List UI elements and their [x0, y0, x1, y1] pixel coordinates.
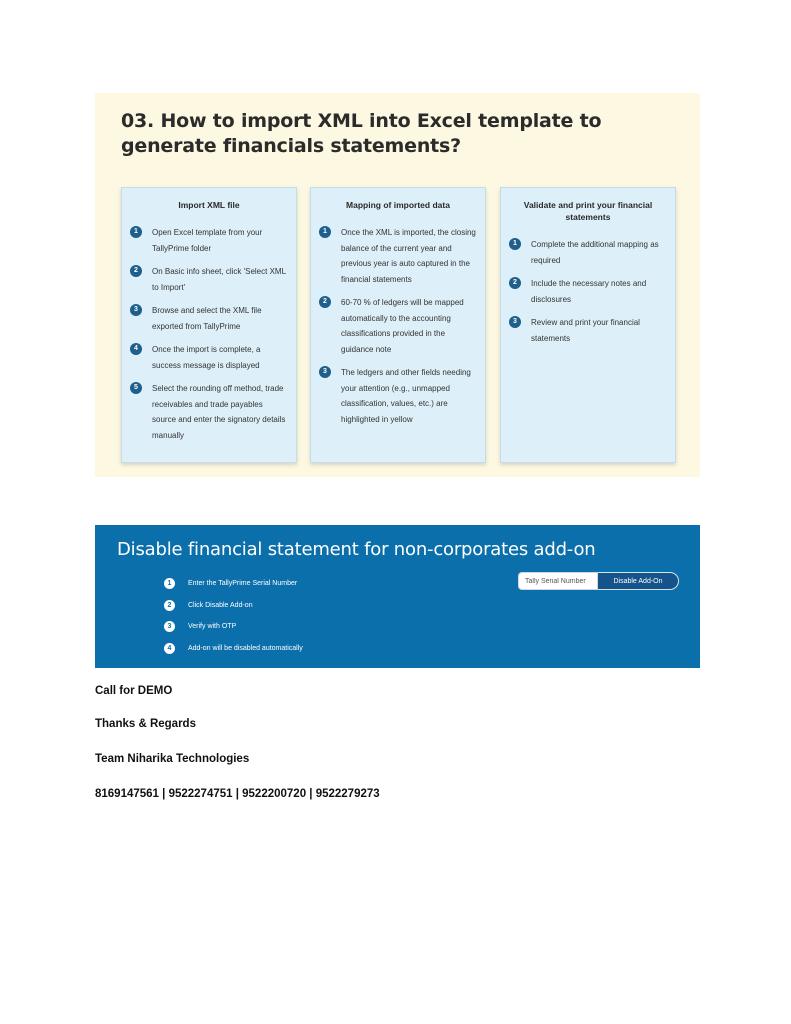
card-heading: Mapping of imported data — [346, 200, 450, 210]
step-number-badge: 2 — [319, 296, 331, 308]
list-item — [130, 225, 288, 256]
step-number-badge: 3 — [509, 316, 521, 328]
step-text: On Basic info sheet, click 'Select XML to Import' — [152, 267, 286, 292]
tally-serial-number-input[interactable] — [518, 572, 598, 590]
step-list — [130, 225, 288, 443]
step-text: Verify with OTP — [188, 623, 237, 631]
list-item — [164, 573, 303, 595]
list-item — [130, 381, 288, 443]
step-text: Select the rounding off method, trade receivables and trade payables source and enter the signatory details manually — [152, 384, 286, 440]
list-item — [130, 303, 288, 334]
list-item — [319, 365, 477, 427]
step-text: Once the import is complete, a success message is displayed — [152, 345, 261, 370]
step-text: Once the XML is imported, the closing balance of the current year and previous year is auto captured in the financial statements — [341, 228, 476, 284]
list-item — [130, 264, 288, 295]
step-text: Include the necessary notes and disclosures — [531, 279, 647, 304]
step-number-badge: 3 — [319, 366, 331, 378]
step-text: Browse and select the XML file exported from TallyPrime — [152, 306, 262, 331]
step-number-badge: 2 — [509, 277, 521, 289]
step-number-badge: 1 — [509, 238, 521, 250]
step-text: Add-on will be disabled automatically — [188, 644, 303, 652]
card-heading: Import XML file — [178, 200, 240, 210]
list-item — [164, 616, 303, 638]
serial-number-form — [518, 572, 679, 590]
step-number-badge: 1 — [164, 578, 175, 589]
disable-addon-button[interactable]: Disable Add-On — [598, 572, 679, 590]
list-item — [130, 342, 288, 373]
step-text: Enter the TallyPrime Serial Number — [188, 580, 298, 588]
step-number-badge: 2 — [130, 265, 142, 277]
list-item — [164, 638, 303, 660]
step-number-badge: 5 — [130, 382, 142, 394]
card-mapping-imported-data — [310, 187, 486, 463]
step-list — [509, 237, 667, 346]
step-text: Review and print your financial statements — [531, 318, 640, 343]
step-number-badge: 3 — [164, 621, 175, 632]
card-import-xml — [121, 187, 297, 463]
call-for-demo-text: Call for DEMO — [95, 685, 173, 697]
step-number-badge: 4 — [164, 643, 175, 654]
list-item — [164, 595, 303, 617]
disable-addon-title: Disable financial statement for non-corporates add-on — [117, 539, 596, 560]
regards-text: Thanks & Regards — [95, 718, 196, 730]
import-guide-section — [95, 93, 700, 477]
step-text: Complete the additional mapping as required — [531, 240, 659, 265]
import-guide-title: 03. How to import XML into Excel template to generate financials statements? — [121, 110, 602, 157]
list-item — [509, 237, 667, 268]
list-item — [509, 276, 667, 307]
step-text: Open Excel template from your TallyPrime folder — [152, 228, 263, 253]
step-text: 60-70 % of ledgers will be mapped automatically to the accounting classifications provided in the guidance note — [341, 298, 464, 354]
card-heading: Validate and print your financial statements — [523, 200, 653, 222]
disable-steps-list — [164, 573, 303, 659]
card-validate-print — [500, 187, 676, 463]
phone-numbers-text: 8169147561 | 9522274751 | 9522200720 | 9522279273 — [95, 788, 380, 800]
list-item — [509, 315, 667, 346]
disable-addon-section — [95, 525, 700, 668]
step-number-badge: 4 — [130, 343, 142, 355]
step-number-badge: 1 — [319, 226, 331, 238]
team-name-text: Team Niharika Technologies — [95, 753, 250, 765]
list-item — [319, 295, 477, 357]
step-number-badge: 1 — [130, 226, 142, 238]
step-list — [319, 225, 477, 427]
step-number-badge: 2 — [164, 600, 175, 611]
step-text: The ledgers and other fields needing your attention (e.g., unmapped classification, values, etc.) are highlighted in yellow — [341, 368, 471, 424]
step-number-badge: 3 — [130, 304, 142, 316]
step-text: Click Disable Add-on — [188, 601, 253, 609]
list-item — [319, 225, 477, 287]
